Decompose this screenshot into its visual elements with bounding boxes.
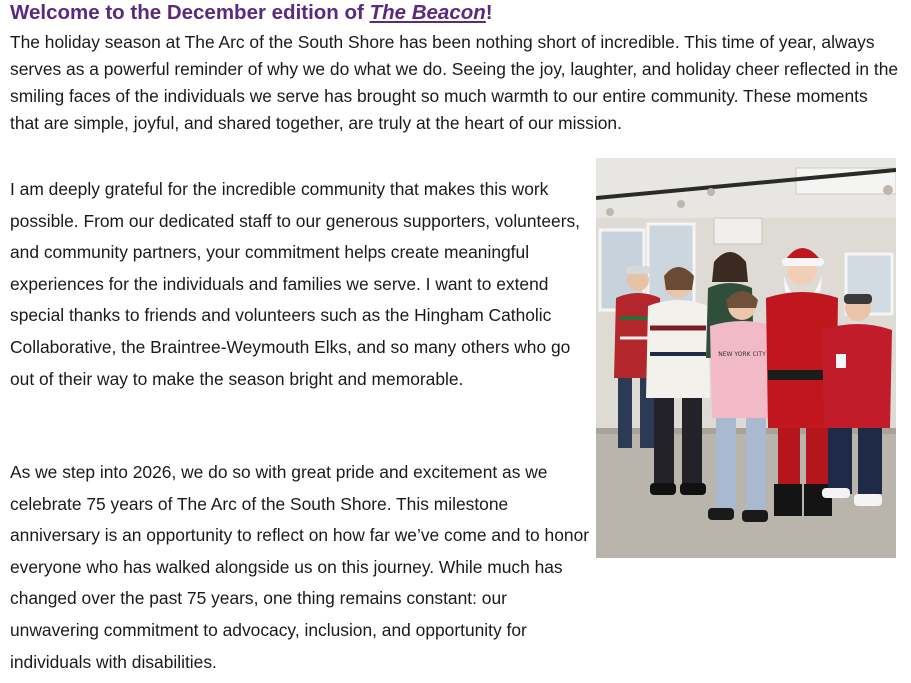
holiday-group-photo: [596, 158, 896, 558]
photo-illustration: [596, 158, 896, 558]
page-title: [10, 0, 493, 26]
title-prefix: Welcome to the December edition of: [10, 1, 370, 24]
title-suffix: !: [485, 1, 493, 24]
intro-paragraph: The holiday season at The Arc of the South Shore has been nothing short of incredible. This time of year, always serves as a powerful reminder of why we do what we do. Seeing the joy, laughter, and holiday cheer reflected in the smiling faces of the individuals we serve has brought so much warmth to our entire community. These moments that are simple, joyful, and shared together, are truly at the heart of our mission.: [10, 32, 899, 133]
publication-name-link[interactable]: The Beacon: [369, 1, 486, 24]
anniversary-paragraph: As we step into 2026, we do so with great pride and excitement as we celebrate 75 years of The Arc of the South Shore. This milestone anniversary is an opportunity to reflect on how far we’ve come and to honor everyone who has walked alongside us on this journey. While much has changed over the past 75 years, one thing remains constant: our unwavering commitment to advocacy, inclusion, and opportunity for individuals with disabilities.: [10, 462, 590, 672]
shirt-text: NEW YORK CITY: [718, 351, 766, 358]
gratitude-paragraph: I am deeply grateful for the incredible community that makes this work possible. From our dedicated staff to our generous supporters, volunteers, and community partners, your commitment helps create meaningful experiences for the individuals and families we serve. I want to extend special thanks to friends and volunteers such as the Hingham Catholic Collaborative, the Braintree-Weymouth Elks, and so many others who go out of their way to make the season bright and memorable.: [10, 179, 581, 389]
